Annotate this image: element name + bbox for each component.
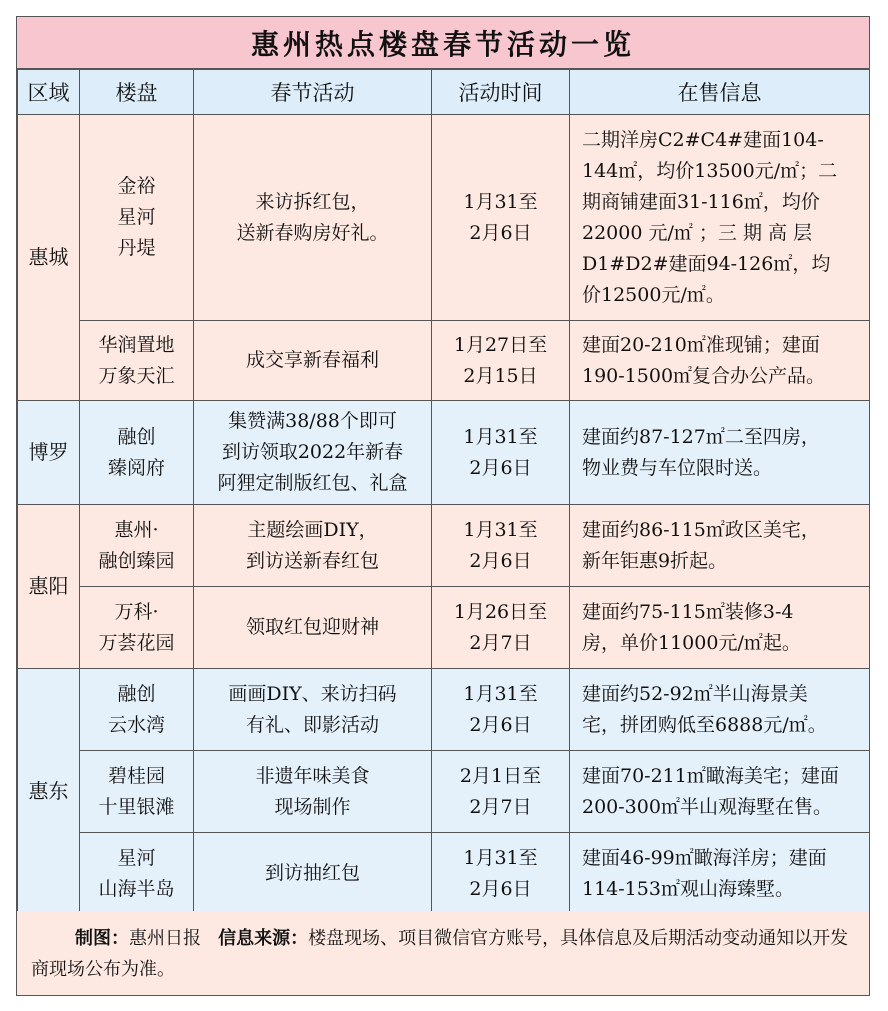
source-value: 楼盘现场、项目微信官方账号，具体信息及后期活动变动通知以开发商现场公布为准。 [31, 928, 849, 980]
header-project: 楼盘 [80, 70, 194, 115]
time-line: 2月6日 [469, 877, 532, 900]
time-line: 1月31至 [463, 190, 538, 213]
time-cell [432, 115, 570, 321]
source-label: 信息来源： [218, 928, 309, 949]
activity-line: 来访拆红包， [255, 190, 370, 213]
time-line: 2月6日 [469, 221, 532, 244]
activity-cell [194, 669, 432, 751]
info-cell [570, 505, 870, 587]
info-cell [570, 587, 870, 669]
region-cell: 惠阳 [18, 505, 80, 669]
activity-cell [194, 115, 432, 321]
activity-line: 到访送新春红包 [245, 549, 379, 572]
project-cell [80, 115, 194, 321]
time-line: 1月31至 [463, 518, 538, 541]
time-cell [432, 751, 570, 833]
project-cell [80, 669, 194, 751]
project-line: 惠州· [114, 518, 159, 541]
table-row [18, 833, 870, 915]
info-line: 建面约86-115㎡政区美宅， [582, 518, 820, 541]
activity-cell [194, 321, 432, 401]
time-line: 1月31至 [463, 846, 538, 869]
project-line: 星河 [117, 846, 156, 869]
activity-line: 主题绘画DIY， [247, 518, 378, 541]
activity-line: 现场制作 [274, 795, 351, 818]
activity-cell [194, 587, 432, 669]
activity-line: 非遗年味美食 [255, 764, 370, 787]
info-line: 物业费与车位限时送。 [582, 456, 773, 479]
region-cell: 惠东 [18, 669, 80, 915]
table-row [18, 751, 870, 833]
info-line: 建面46-99㎡瞰海洋房；建面 [582, 846, 827, 869]
time-cell [432, 401, 570, 505]
activity-table [17, 69, 870, 915]
time-line: 2月7日 [469, 795, 532, 818]
info-line: 建面20-210㎡准现铺；建面 [582, 333, 820, 356]
project-line: 万科· [114, 600, 159, 623]
time-line: 1月31至 [463, 425, 538, 448]
time-line: 2月6日 [469, 713, 532, 736]
project-line: 融创臻园 [98, 549, 175, 572]
activity-line: 有礼、即影活动 [245, 713, 379, 736]
info-cell [570, 669, 870, 751]
info-line: 22000 元/㎡ ；三 期 高 层 [582, 221, 813, 244]
table-row [18, 669, 870, 751]
project-cell [80, 401, 194, 505]
info-line: 新年钜惠9折起。 [582, 549, 728, 572]
time-cell [432, 587, 570, 669]
project-line: 碧桂园 [107, 764, 165, 787]
time-cell [432, 833, 570, 915]
time-cell [432, 505, 570, 587]
project-line: 丹堤 [117, 237, 156, 259]
activity-line: 送新春购房好礼。 [236, 221, 389, 244]
project-cell [80, 833, 194, 915]
project-cell [80, 587, 194, 669]
info-line: 114-153㎡观山海臻墅。 [582, 877, 794, 900]
info-line: 二期洋房C2#C4#建面104- [582, 128, 824, 151]
time-cell [432, 321, 570, 401]
info-cell [570, 401, 870, 505]
time-line: 1月26日至 [453, 600, 548, 623]
header-time: 活动时间 [432, 70, 570, 115]
project-line: 万荟花园 [98, 631, 175, 654]
project-cell [80, 505, 194, 587]
table-row [18, 401, 870, 505]
table-header-row [18, 70, 870, 115]
table-row [18, 587, 870, 669]
activity-cell [194, 401, 432, 505]
region-cell: 惠城 [18, 115, 80, 401]
info-line: 200-300㎡半山观海墅在售。 [582, 795, 832, 818]
activity-line: 阿狸定制版红包、礼盒 [217, 472, 408, 494]
activity-line: 到访领取2022年新春 [221, 441, 404, 463]
project-line: 华润置地 [98, 333, 175, 356]
project-line: 金裕 [117, 175, 156, 197]
activity-line: 成交享新春福利 [245, 349, 379, 371]
time-line: 2月7日 [469, 631, 532, 654]
table-frame [16, 16, 870, 996]
info-cell [570, 751, 870, 833]
info-line: 建面约52-92㎡半山海景美 [582, 682, 808, 705]
project-line: 融创 [117, 682, 156, 705]
table-row [18, 505, 870, 587]
activity-line: 领取红包迎财神 [245, 616, 379, 638]
project-line: 云水湾 [107, 713, 165, 736]
page-title: 惠州热点楼盘春节活动一览 [17, 17, 869, 69]
footer-note [17, 911, 869, 995]
project-line: 臻阅府 [107, 456, 165, 479]
table-row [18, 115, 870, 321]
info-line: 建面约87-127㎡二至四房， [582, 425, 820, 448]
info-line: 房，单价11000元/㎡起。 [582, 631, 801, 654]
project-cell [80, 751, 194, 833]
project-line: 万象天汇 [98, 364, 175, 387]
info-cell [570, 115, 870, 321]
project-line: 山海半岛 [98, 877, 175, 900]
time-line: 1月31至 [463, 682, 538, 705]
info-line: 宅，拼团购低至6888元/㎡。 [582, 713, 827, 736]
activity-line: 集赞满38/88个即可 [228, 410, 397, 432]
project-line: 星河 [117, 206, 156, 228]
header-activity: 春节活动 [194, 70, 432, 115]
info-line: 建面70-211㎡瞰海美宅；建面 [582, 764, 839, 787]
activity-cell [194, 751, 432, 833]
project-cell [80, 321, 194, 401]
header-region: 区域 [18, 70, 80, 115]
info-line: 价12500元/㎡。 [582, 283, 725, 306]
time-line: 2月1日至 [459, 764, 542, 787]
info-cell [570, 321, 870, 401]
header-info: 在售信息 [570, 70, 870, 115]
info-line: 期商铺建面31-116㎡，均价 [582, 190, 820, 213]
time-line: 1月27日至 [453, 333, 548, 356]
time-line: 2月6日 [469, 456, 532, 479]
info-line: 144㎡，均价13500元/㎡；二 [582, 159, 838, 182]
time-line: 2月6日 [469, 549, 532, 572]
project-line: 融创 [117, 425, 156, 448]
info-line: D1#D2#建面94-126㎡，均 [582, 252, 831, 275]
activity-cell [194, 505, 432, 587]
activity-cell [194, 833, 432, 915]
region-cell: 博罗 [18, 401, 80, 505]
info-cell [570, 833, 870, 915]
table-row [18, 321, 870, 401]
activity-line: 画画DIY、来访扫码 [228, 682, 397, 705]
time-cell [432, 669, 570, 751]
time-line: 2月15日 [463, 364, 538, 387]
activity-line: 到访抽红包 [264, 862, 360, 884]
project-line: 十里银滩 [98, 795, 175, 818]
info-line: 190-1500㎡复合办公产品。 [582, 364, 826, 387]
credit-value: 惠州日报 [129, 928, 201, 949]
credit-label: 制图： [75, 928, 129, 949]
info-line: 建面约75-115㎡装修3-4 [582, 600, 794, 623]
